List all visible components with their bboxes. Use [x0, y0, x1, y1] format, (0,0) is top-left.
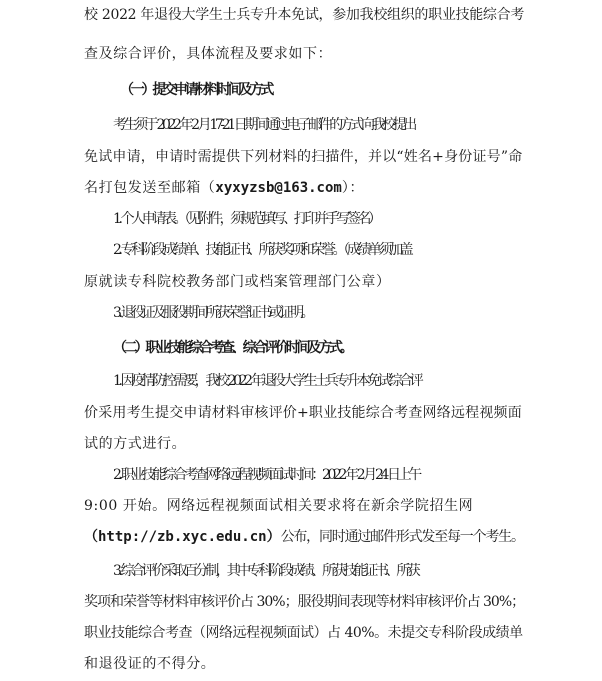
website-url: （http://zb.xyc.edu.cn）	[84, 529, 281, 545]
paragraph-intro-line-2: 查及综合评价，具体流程及要求如下：	[84, 46, 333, 62]
list-item-2-line-2: 原就读专科院校教务部门或档案管理部门公章）	[84, 274, 391, 290]
paragraph-2-item-3-line-4: 和退役证的不得分。	[84, 656, 216, 672]
paragraph-2-item-1-line-3: 试的方式进行。	[84, 436, 187, 452]
list-item-2-line-1: 2. 专科阶段成绩单、技能证书、所获奖项和荣誉。（成绩单须加盖	[113, 242, 411, 258]
paragraph-2-item-2-line-1: 2. 职业技能综合考查网络远程视频面试时间：2022 年 2 月 24 日上午	[113, 467, 419, 483]
email-prefix-text: 名打包发送至邮箱（	[84, 180, 216, 196]
email-address: xyxyzsb@163.com	[215, 180, 342, 196]
section-heading-2: （二）职业技能综合考查、综合评价时间及方式。	[113, 340, 351, 356]
paragraph-intro-line-1: 校 2022 年退役大学生士兵专升本免试，参加我校组织的职业技能综合考	[84, 7, 525, 23]
paragraph-2-item-2-line-3	[84, 527, 524, 547]
list-item-1: 1. 个人申请表。（见附件，须规范填写、打印并手写签名）	[113, 211, 379, 227]
paragraph-2-item-1-line-2: 价采用考生提交申请材料审核评价+职业技能综合考查网络远程视频面	[84, 405, 522, 421]
paragraph-1-line-3	[84, 178, 524, 198]
paragraph-2-item-3-line-1: 3. 综合评价采取百分制，其中专科阶段成绩、所获技能证书、所获	[113, 563, 418, 579]
paragraph-2-item-3-line-2: 奖项和荣誉等材料审核评价占 30%；服役期间表现等材料审核评价占 30%；	[84, 594, 525, 610]
paragraph-1-line-2: 免试申请，申请时需提供下列材料的扫描件，并以“姓名+身份证号”命	[84, 149, 523, 165]
list-item-3: 3. 退役证及服役期间所获荣誉证书或证明。	[113, 305, 312, 321]
paragraph-2-item-3-line-3: 职业技能综合考查（网络远程视频面试）占 40%。未提交专科阶段成绩单	[84, 625, 523, 641]
email-suffix-text: ）：	[341, 180, 365, 196]
section-heading-1: （一）提交申请材料时间及方式	[120, 82, 272, 98]
url-suffix-text: 公布，同时通过邮件形式发至每一个考生。	[280, 529, 524, 545]
paragraph-1-line-1: 考生须于 2022 年 2 月 17-21 日期间通过电子邮件的方式向我校提出	[113, 117, 414, 133]
paragraph-2-item-2-line-2: 9:00 开始。网络远程视频面试相关要求将在新余学院招生网	[84, 498, 474, 514]
paragraph-2-item-1-line-1: 1. 因疫情防控需要，我校 2022 年退役大学生士兵专升本免试综合评	[113, 373, 421, 389]
